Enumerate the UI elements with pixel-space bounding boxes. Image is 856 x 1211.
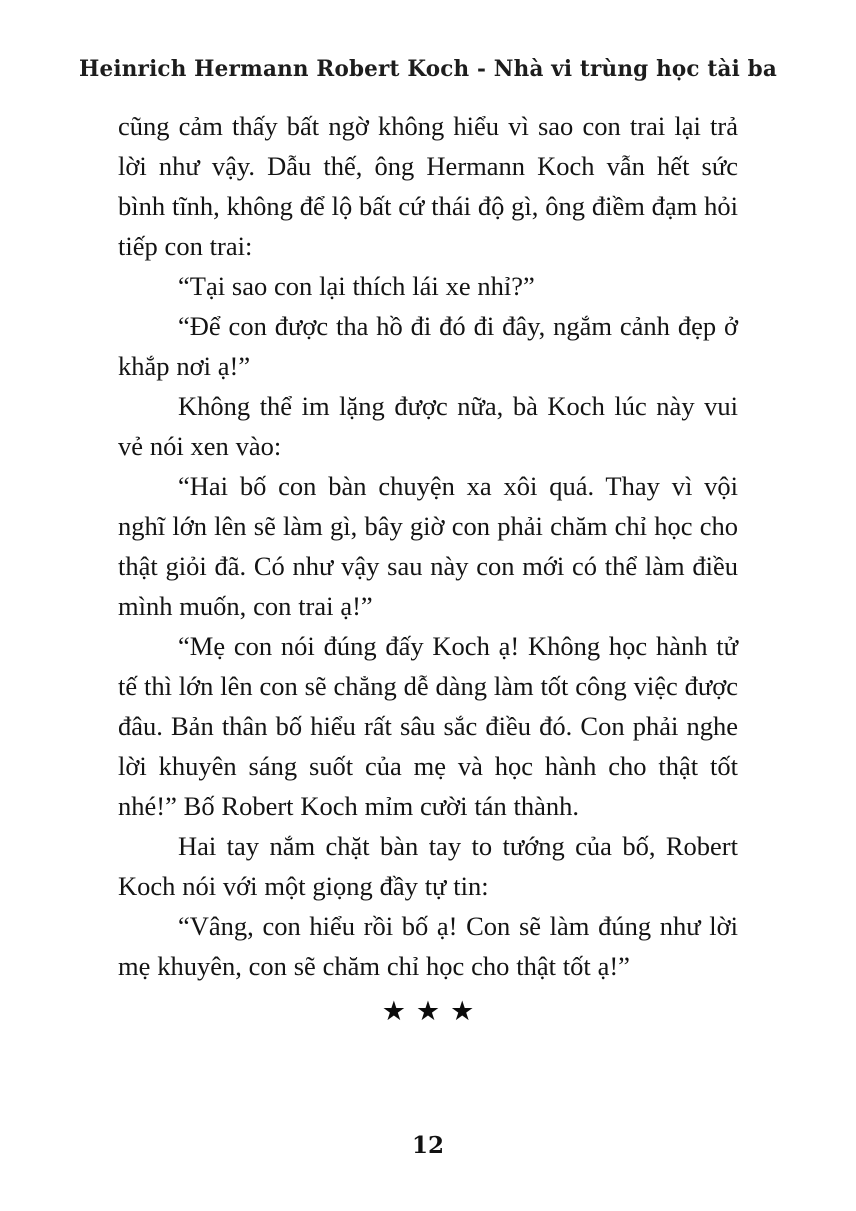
running-header-title: Heinrich Hermann Robert Koch - Nhà vi trùng học tài ba: [79, 56, 777, 82]
paragraph: Hai tay nắm chặt bàn tay to tướng của bố, Robert Koch nói với một giọng đầy tự tin:: [118, 831, 738, 901]
paragraph: “Vâng, con hiểu rồi bố ạ! Con sẽ làm đúng như lời mẹ khuyên, con sẽ chăm chỉ học cho thật tốt ạ!”: [118, 911, 738, 981]
paragraph: “Hai bố con bàn chuyện xa xôi quá. Thay vì vội nghĩ lớn lên sẽ làm gì, bây giờ con phải chăm chỉ học cho thật giỏi đã. Có như vậy sau này con mới có thể làm điều mình muốn, con trai ạ!”: [118, 471, 738, 621]
body-text-column: [118, 106, 738, 986]
star-divider-icon: ★★★: [381, 996, 485, 1026]
paragraph: “Mẹ con nói đúng đấy Koch ạ! Không học hành tử tế thì lớn lên con sẽ chẳng dễ dàng làm tốt công việc được đâu. Bản thân bố hiểu rất sâu sắc điều đó. Con phải nghe lời khuyên sáng suốt của mẹ và học hành cho thật tốt nhé!” Bố Robert Koch mỉm cười tán thành.: [118, 631, 738, 821]
paragraph: “Để con được tha hồ đi đó đi đây, ngắm cảnh đẹp ở khắp nơi ạ!”: [118, 311, 738, 381]
paragraph: cũng cảm thấy bất ngờ không hiểu vì sao con trai lại trả lời như vậy. Dẫu thế, ông Hermann Koch vẫn hết sức bình tĩnh, không để lộ bất cứ thái độ gì, ông điềm đạm hỏi tiếp con trai:: [118, 111, 738, 261]
paragraph: Không thể im lặng được nữa, bà Koch lúc này vui vẻ nói xen vào:: [118, 391, 738, 461]
paragraph: “Tại sao con lại thích lái xe nhỉ?”: [178, 271, 535, 301]
page-number: 12: [411, 1132, 444, 1159]
